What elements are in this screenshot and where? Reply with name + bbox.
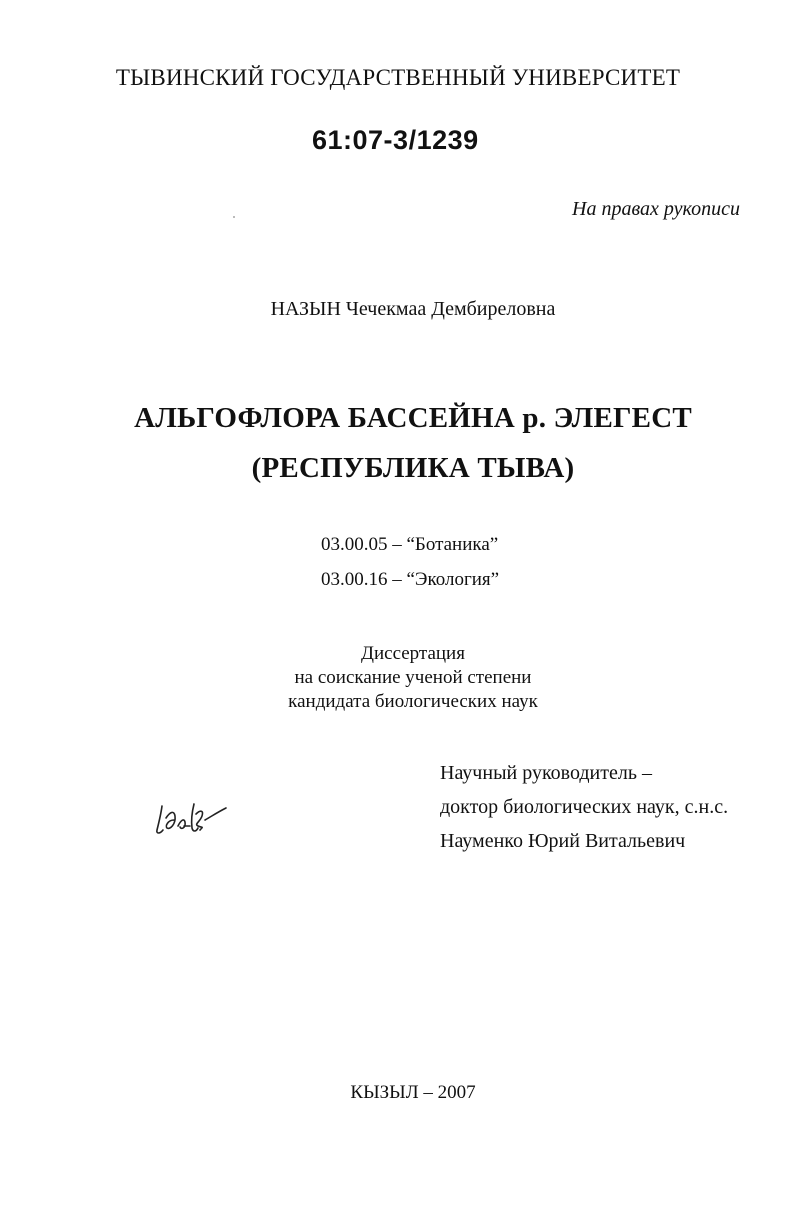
thesis-title-line-1: АЛЬГОФЛОРА БАССЕЙНА р. ЭЛЕГЕСТ xyxy=(134,402,692,434)
supervisor-role: Научный руководитель – xyxy=(440,762,652,784)
thesis-title-line-2: (РЕСПУБЛИКА ТЫВА) xyxy=(251,452,575,484)
author-name: НАЗЫН Чечекмаа Дембиреловна xyxy=(270,298,556,320)
specialty-ecology: 03.00.16 – “Экология” xyxy=(321,569,500,590)
dissertation-label: Диссертация xyxy=(361,643,465,664)
manuscript-rights-note: На правах рукописи xyxy=(572,198,740,220)
dissertation-purpose: на соискание ученой степени xyxy=(294,667,532,688)
handwritten-signature-icon xyxy=(150,796,230,840)
supervisor-degree: доктор биологических наук, с.н.с. xyxy=(440,796,729,818)
specialty-botany: 03.00.05 – “Ботаника” xyxy=(321,534,499,555)
city-year: КЫЗЫЛ – 2007 xyxy=(350,1082,476,1103)
scan-speck xyxy=(233,216,235,218)
dissertation-degree: кандидата биологических наук xyxy=(288,691,538,712)
university-name: ТЫВИНСКИЙ ГОСУДАРСТВЕННЫЙ УНИВЕРСИТЕТ xyxy=(115,65,681,90)
supervisor-name: Науменко Юрий Витальевич xyxy=(440,830,686,852)
catalog-code: 61:07-3/1239 xyxy=(312,125,479,155)
